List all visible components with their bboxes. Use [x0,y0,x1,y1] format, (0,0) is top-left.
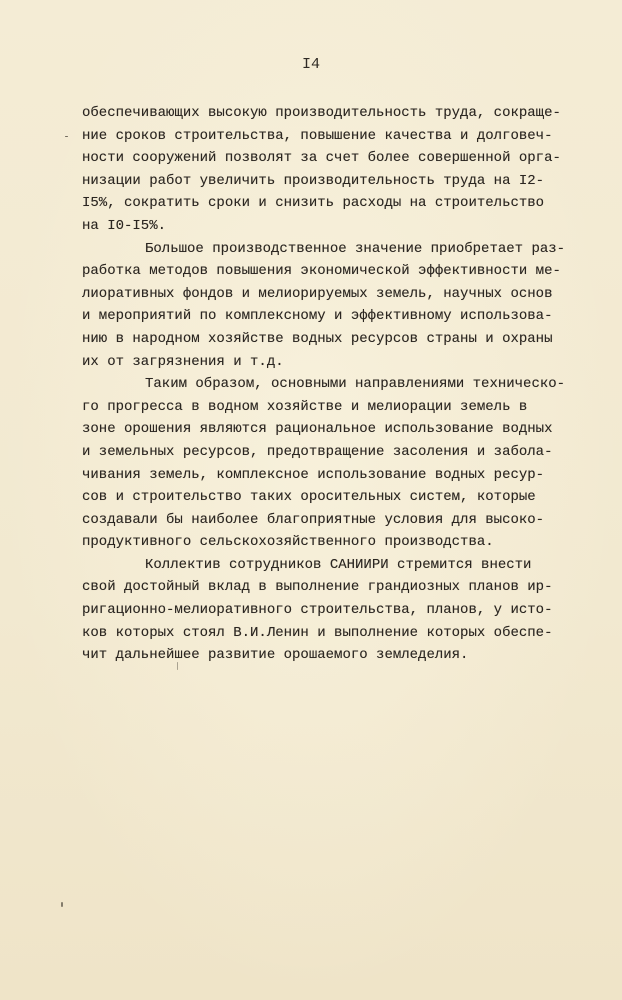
paragraph-first-line: Большое производственное значение приобретает раз- [145,240,566,257]
text-line: го прогресса в водном хозяйстве и мелиорации земель в [82,398,528,415]
paragraph-first-line: Коллектив сотрудников САНИИРИ стремится внести [145,556,532,573]
text-line: ние сроков строительства, повышение качества и долговеч- [82,127,553,144]
text-line: и земельных ресурсов, предотвращение засоления и забола- [82,443,553,460]
text-line: их от загрязнения и т.д. [82,353,284,370]
text-line: чивания земель, комплексное использование водных ресур- [82,466,545,483]
text-line: чит дальнейшее развитие орошаемого земледелия. [82,647,469,664]
text-line: нию в народном хозяйстве водных ресурсов страны и охраны [82,330,553,347]
text-line: сов и строительство таких оросительных систем, которые [82,489,536,506]
text-line: продуктивного сельскохозяйственного производства. [82,534,494,551]
ink-speck [61,902,63,907]
text-line: ригационно-мелиоративного строительства, планов, у исто- [82,602,553,619]
text-line: на I0-I5%. [82,217,167,234]
text-line: низации работ увеличить производительность труда на I2- [82,172,545,189]
text-line: ков которых стоял В.И.Ленин и выполнение которых обеспе- [82,624,553,641]
text-line: обеспечивающих высокую производительность труда, сокраще- [82,105,561,121]
text-line: ности сооружений позволят за счет более совершенной орга- [82,150,561,167]
text-line: лиоративных фондов и мелиорируемых земель, научных основ [82,285,553,302]
ink-speck [65,136,68,137]
paragraph-first-line: Таким образом, основными направлениями техническо- [145,376,566,393]
text-line: I5%, сократить сроки и снизить расходы на строительство [82,195,545,212]
text-line: и мероприятий по комплексному и эффективному использова- [82,308,553,325]
body-text [82,102,602,667]
text-line: свой достойный вклад в выполнение грандиозных планов ир- [82,579,553,596]
ink-speck [177,662,178,670]
page-number: I4 [301,56,320,73]
text-line: создавали бы наиболее благоприятные условия для высоко- [82,511,545,528]
text-line: зоне орошения являются рациональное использование водных [82,421,553,438]
text-line: работка методов повышения экономической эффективности ме- [82,263,561,280]
